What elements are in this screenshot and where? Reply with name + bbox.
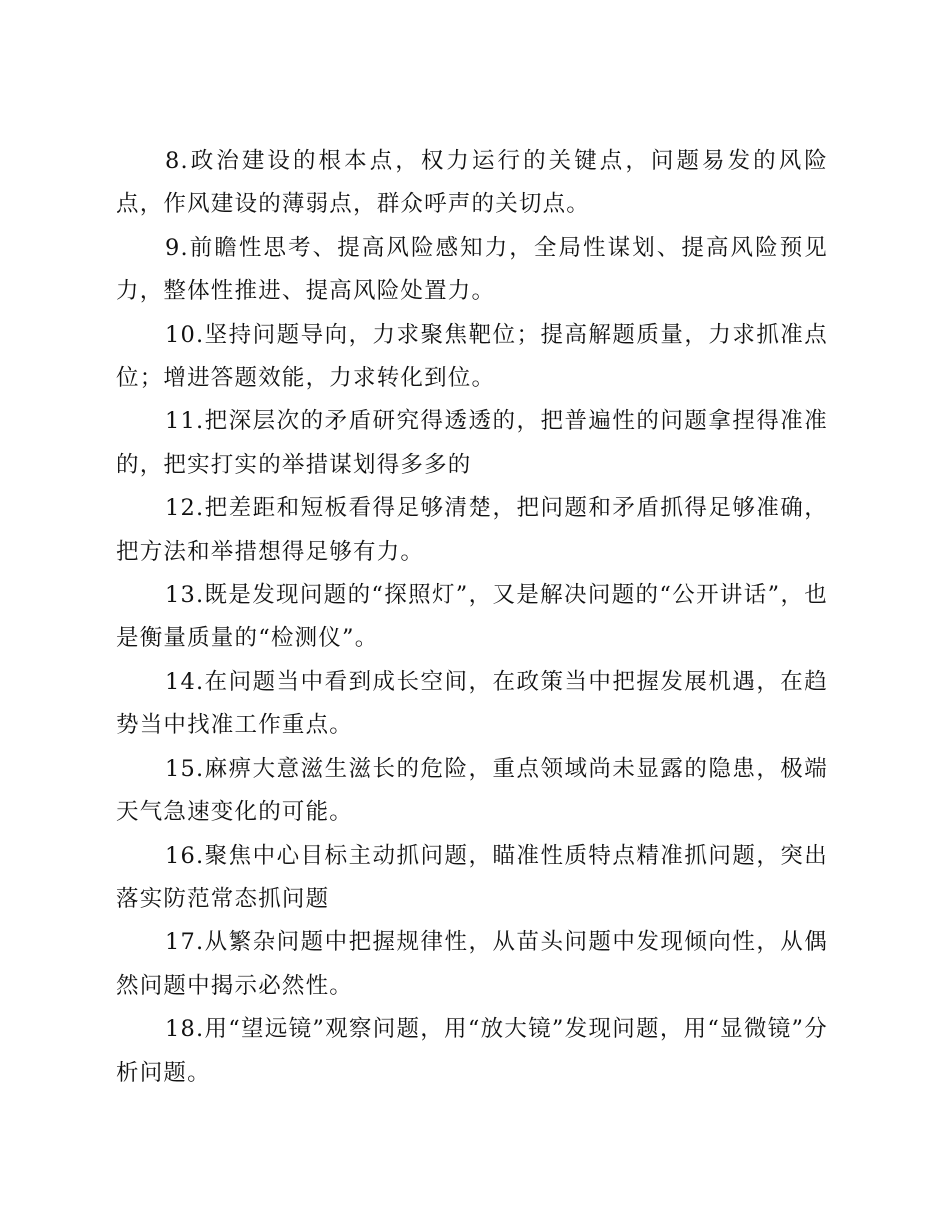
paragraph-item-15: 15.麻痹大意滋生滋长的危险，重点领域尚未显露的隐患，极端天气急速变化的可能。: [116, 755, 828, 826]
paragraph-item-12: 12.把差距和短板看得足够清楚，把问题和矛盾抓得足够准确，把方法和举措想得足够有力。: [116, 495, 828, 565]
paragraph-item-17: 17.从繁杂问题中把握规律性，从苗头问题中发现倾向性，从偶然问题中揭示必然性。: [116, 929, 828, 999]
paragraph-item-11: 11.把深层次的矛盾研究得透透的，把普遍性的问题拿捏得准准的，把实打实的举措谋划得多多的: [116, 408, 828, 478]
document-body: [116, 140, 828, 1095]
paragraph-item-9: 9.前瞻性思考、提高风险感知力，全局性谋划、提高风险预见力，整体性推进、提高风险处置力。: [116, 234, 828, 305]
paragraph-item-18: 18.用“望远镜”观察问题，用“放大镜”发现问题，用“显微镜”分析问题。: [116, 1016, 828, 1086]
paragraph-item-8: 8.政治建设的根本点，权力运行的关键点，问题易发的风险点，作风建设的薄弱点，群众呼声的关切点。: [116, 148, 828, 218]
paragraph-item-13: 13.既是发现问题的“探照灯”，又是解决问题的“公开讲话”，也是衡量质量的“检测仪”。: [116, 582, 828, 652]
paragraph-item-16: 16.聚焦中心目标主动抓问题，瞄准性质特点精准抓问题，突出落实防范常态抓问题: [116, 842, 828, 912]
paragraph-item-10: 10.坚持问题导向，力求聚焦靶位；提高解题质量，力求抓准点位；增进答题效能，力求转化到位。: [116, 321, 828, 392]
paragraph-item-14: 14.在问题当中看到成长空间，在政策当中把握发展机遇，在趋势当中找准工作重点。: [116, 668, 828, 739]
